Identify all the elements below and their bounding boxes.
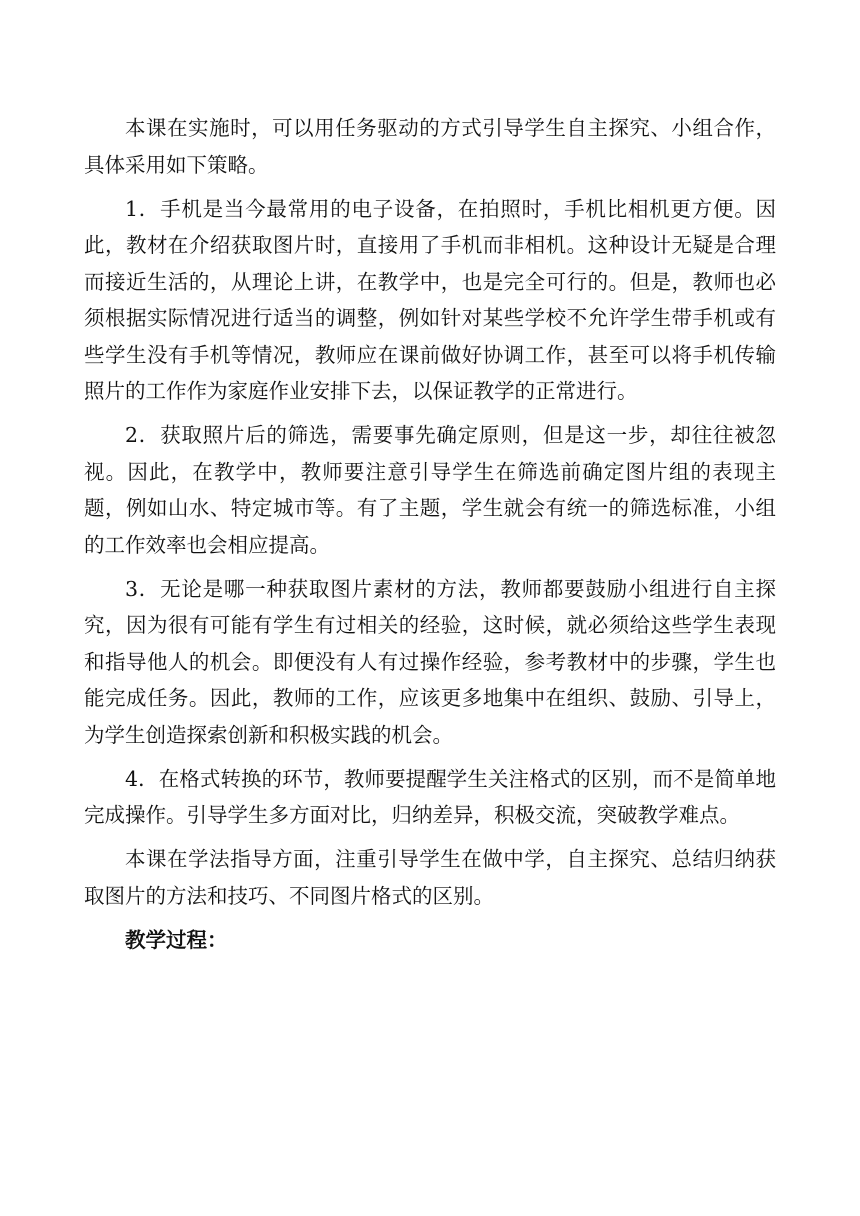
section-heading: 教学过程： <box>125 927 228 952</box>
intro-paragraph: 本课在实施时，可以用任务驱动的方式引导学生自主探究、小组合作，具体采用如下策略。 <box>84 116 776 177</box>
study-method-paragraph: 本课在学法指导方面，注重引导学生在做中学，自主探究、总结归纳获取图片的方法和技巧、不同图片格式的区别。 <box>84 847 776 908</box>
strategy-item-4: 4．在格式转换的环节，教师要提醒学生关注格式的区别，而不是简单地完成操作。引导学生多方面对比，归纳差异，积极交流，突破教学难点。 <box>84 766 776 827</box>
strategy-item-3: 3．无论是哪一种获取图片素材的方法，教师都要鼓励小组进行自主探究，因为很有可能有学生有过相关的经验，这时候，就必须给这些学生表现和指导他人的机会。即便没有人有过操作经验，参考教材中的步骤，学生也能完成任务。因此，教师的工作，应该更多地集中在组织、鼓励、引导上，为学生创造探索创新和积极实践的机会。 <box>84 576 776 747</box>
document-page <box>84 110 776 958</box>
strategy-item-2: 2．获取照片后的筛选，需要事先确定原则，但是这一步，却往往被忽视。因此，在教学中，教师要注意引导学生在筛选前确定图片组的表现主题，例如山水、特定城市等。有了主题，学生就会有统一的筛选标准，小组的工作效率也会相应提高。 <box>84 423 776 557</box>
strategy-item-1: 1．手机是当今最常用的电子设备，在拍照时，手机比相机更方便。因此，教材在介绍获取图片时，直接用了手机而非相机。这种设计无疑是合理而接近生活的，从理论上讲，在教学中，也是完全可行的。但是，教师也必须根据实际情况进行适当的调整，例如针对某些学校不允许学生带手机或有些学生没有手机等情况，教师应在课前做好协调工作，甚至可以将手机传输照片的工作作为家庭作业安排下去，以保证教学的正常进行。 <box>84 196 776 403</box>
